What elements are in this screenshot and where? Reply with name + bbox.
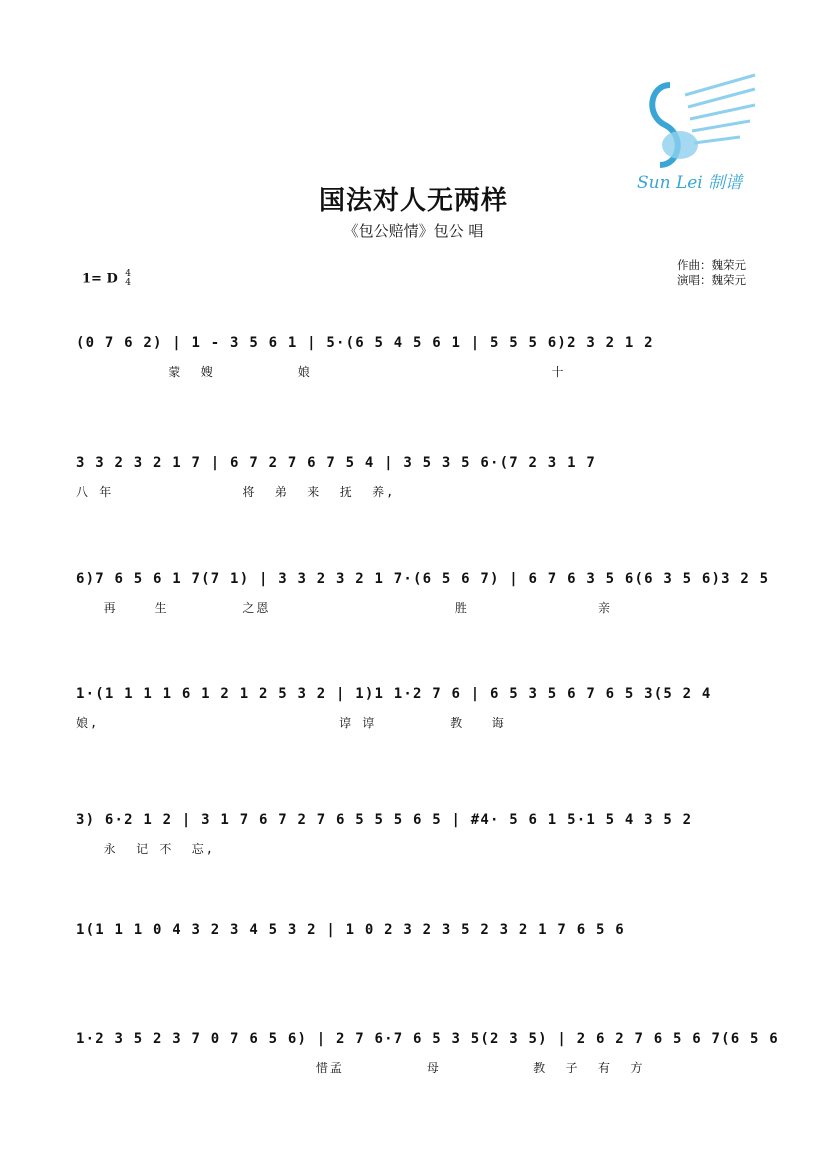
notation-line: 1·2 3 5 2 3 7 0 7 6 5 6) | 2 7 6·7 6 5 3 5(2 3 5) | 2 6 2 7 6 5 6 7(6 5 6: [76, 1031, 779, 1047]
credits: [677, 258, 746, 288]
logo-text: Sun Lei 制谱: [637, 173, 743, 193]
composer-credit: 作曲：魏荣元: [677, 258, 746, 272]
lyrics-line: 惜孟 母 教 子 有 方: [76, 1061, 645, 1075]
notation-line: 6)7 6 5 6 1 7(7 1) | 3 3 2 3 2 1 7·(6 5 6 7) | 6 7 6 3 5 6(6 3 5 6)3 2 5: [76, 571, 770, 587]
lyrics-line: 永 记 不 忘,: [76, 842, 216, 856]
lyrics-line: 娘, 谆 谆 教 诲: [76, 716, 506, 730]
time-signature-bottom: 4: [125, 278, 132, 288]
singer-credit: 演唱：魏荣元: [677, 273, 746, 287]
notation-line: 1(1 1 1 0 4 3 2 3 4 5 3 2 | 1 0 2 3 2 3 5 2 3 2 1 7 6 5 6: [76, 922, 625, 938]
time-signature: [125, 270, 131, 288]
notation-line: (0 7 6 2) | 1 - 3 5 6 1 | 5·(6 5 4 5 6 1 | 5 5 5 6)2 3 2 1 2: [76, 335, 654, 351]
lyrics-line: 八 年 将 弟 来 抚 养,: [76, 485, 396, 499]
song-subtitle: 《包公赔情》包公 唱: [343, 222, 484, 240]
time-signature-top: 4: [125, 269, 132, 279]
lyrics-line: 再 生 之恩 胜 亲: [76, 601, 613, 615]
lyrics-line: 蒙 嫂 娘 十: [76, 365, 566, 379]
song-title: 国法对人无两样: [318, 186, 508, 216]
notation-line: 1·(1 1 1 1 6 1 2 1 2 5 3 2 | 1)1 1·2 7 6 | 6 5 3 5 6 7 6 5 3(5 2 4: [76, 686, 712, 702]
key-signature: [82, 270, 131, 288]
key-label: 1= D: [82, 271, 118, 287]
notation-line: 3 3 2 3 2 1 7 | 6 7 2 7 6 7 5 4 | 3 5 3 5 6·(7 2 3 1 7: [76, 455, 596, 471]
notation-line: 3) 6·2 1 2 | 3 1 7 6 7 2 7 6 5 5 5 6 5 | #4· 5 6 1 5·1 5 4 3 5 2: [76, 812, 693, 828]
